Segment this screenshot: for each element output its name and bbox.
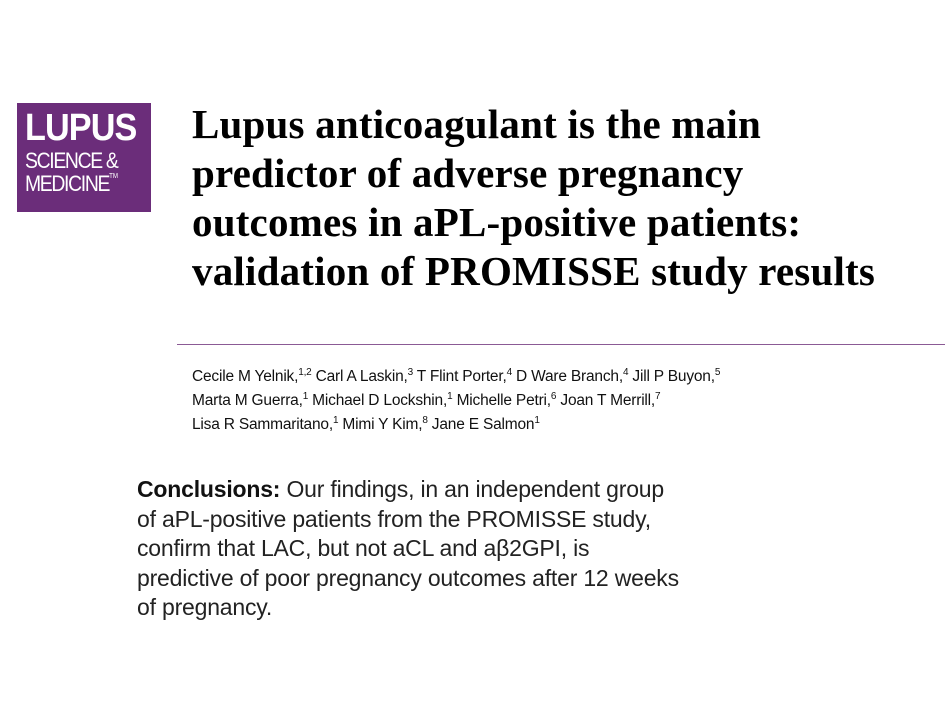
author-affiliation: 4	[506, 367, 512, 378]
author-affiliation: 3	[407, 367, 413, 378]
logo-line-lupus: LUPUS	[25, 107, 137, 149]
title-line-2: predictor of adverse pregnancy	[192, 150, 744, 196]
title-line-4: validation of PROMISSE study results	[192, 248, 876, 294]
author-list	[192, 365, 932, 437]
author-name: Joan T Merrill,	[556, 392, 656, 409]
author-affiliation: 5	[714, 367, 721, 378]
title-line-3: outcomes in aPL-positive patients:	[192, 199, 802, 245]
logo-trademark: TM	[109, 173, 118, 180]
author-affiliation: 1	[332, 415, 339, 426]
conclusions-line-3: confirm that LAC, but not aCL and aβ2GPI, is	[137, 535, 590, 561]
conclusions-label: Conclusions:	[137, 476, 281, 502]
author-affiliation: 4	[622, 367, 629, 378]
author-name: Cecile M Yelnik,	[192, 368, 299, 385]
author-affiliation: 6	[550, 391, 557, 402]
author-name: Carl A Laskin,	[311, 368, 408, 385]
logo-line-medicine	[25, 173, 131, 195]
author-name: Michael D Lockshin,	[308, 392, 448, 409]
author-name: Michelle Petri,	[452, 392, 551, 409]
author-affiliation: 8	[422, 415, 428, 426]
author-name: Jane E Salmon	[427, 416, 535, 433]
conclusions-line-5: of pregnancy.	[137, 594, 273, 620]
author-affiliation: 1,2	[298, 367, 312, 378]
article-title	[192, 100, 932, 296]
author-line-2	[192, 389, 932, 413]
author-affiliation: 7	[655, 391, 661, 402]
author-line-1	[192, 365, 932, 389]
author-affiliation: 1	[447, 391, 453, 402]
conclusions-text: Our findings, in an independent group	[280, 476, 664, 502]
author-name: T Flint Porter,	[412, 368, 507, 385]
author-name: Marta M Guerra,	[192, 392, 303, 409]
author-name: D Ware Branch,	[511, 368, 623, 385]
title-line-1: Lupus anticoagulant is the main	[192, 101, 761, 147]
author-name: Jill P Buyon,	[628, 368, 715, 385]
author-affiliation: 1	[302, 391, 309, 402]
author-line-3	[192, 413, 932, 437]
conclusions-line-4: predictive of poor pregnancy outcomes after 12 weeks	[137, 564, 679, 591]
author-affiliation: 1	[534, 415, 540, 426]
logo-medicine-text: MEDICINE	[25, 171, 110, 196]
author-name: Mimi Y Kim,	[338, 416, 423, 433]
conclusions-block	[137, 475, 837, 623]
conclusions-line-2: of aPL-positive patients from the PROMISSE study,	[137, 505, 651, 532]
journal-logo	[17, 103, 151, 212]
author-name: Lisa R Sammaritano,	[192, 416, 333, 433]
conclusions-line-1	[137, 475, 837, 505]
logo-line-science: SCIENCE &	[25, 148, 118, 173]
title-divider	[177, 344, 945, 345]
